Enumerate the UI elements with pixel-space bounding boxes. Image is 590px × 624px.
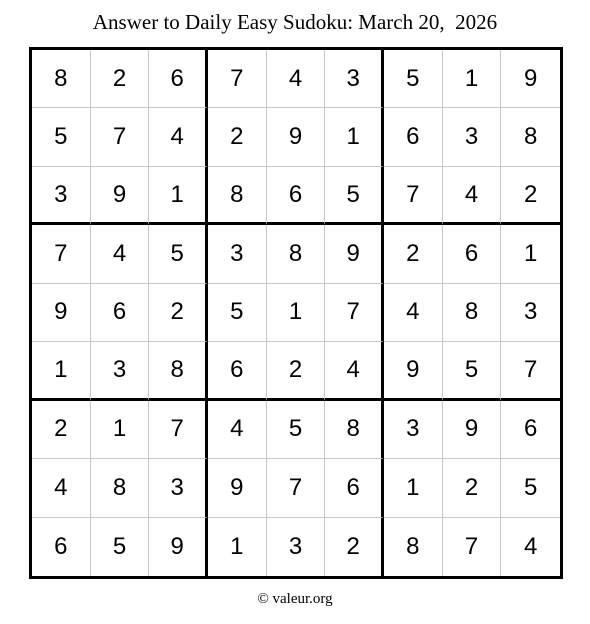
sudoku-cell: 3 — [208, 225, 267, 283]
sudoku-cell: 2 — [384, 225, 443, 283]
sudoku-cell: 6 — [267, 167, 326, 225]
sudoku-cell: 6 — [501, 401, 560, 459]
sudoku-cell: 2 — [443, 459, 502, 517]
sudoku-cell: 2 — [267, 342, 326, 400]
sudoku-cell: 1 — [91, 401, 150, 459]
sudoku-cell: 9 — [267, 108, 326, 166]
sudoku-cell: 5 — [208, 284, 267, 342]
sudoku-cell: 1 — [32, 342, 91, 400]
sudoku-cell: 9 — [32, 284, 91, 342]
sudoku-cell: 5 — [267, 401, 326, 459]
sudoku-cell: 9 — [501, 50, 560, 108]
sudoku-cell: 9 — [384, 342, 443, 400]
sudoku-cell: 1 — [149, 167, 208, 225]
sudoku-cell: 5 — [501, 459, 560, 517]
sudoku-cell: 1 — [384, 459, 443, 517]
sudoku-board — [29, 47, 563, 579]
sudoku-cell: 6 — [91, 284, 150, 342]
sudoku-cell: 9 — [325, 225, 384, 283]
sudoku-cell: 6 — [32, 518, 91, 576]
sudoku-cell: 5 — [443, 342, 502, 400]
sudoku-cell: 4 — [443, 167, 502, 225]
sudoku-cell: 5 — [325, 167, 384, 225]
sudoku-cell: 8 — [149, 342, 208, 400]
sudoku-cell: 1 — [325, 108, 384, 166]
sudoku-cell: 5 — [32, 108, 91, 166]
sudoku-cell: 5 — [149, 225, 208, 283]
sudoku-cell: 6 — [443, 225, 502, 283]
page-title: Answer to Daily Easy Sudoku: March 20, 2026 — [92, 10, 498, 34]
sudoku-cell: 8 — [267, 225, 326, 283]
sudoku-cell: 8 — [91, 459, 150, 517]
sudoku-cell: 3 — [91, 342, 150, 400]
copyright-footer: © valeur.org — [257, 591, 333, 607]
sudoku-cell: 8 — [325, 401, 384, 459]
sudoku-cell: 6 — [149, 50, 208, 108]
sudoku-cell: 1 — [501, 225, 560, 283]
sudoku-cell: 8 — [501, 108, 560, 166]
sudoku-cell: 8 — [443, 284, 502, 342]
sudoku-cell: 2 — [149, 284, 208, 342]
sudoku-cell: 7 — [501, 342, 560, 400]
sudoku-cell: 7 — [267, 459, 326, 517]
sudoku-cell: 7 — [443, 518, 502, 576]
sudoku-cell: 2 — [208, 108, 267, 166]
sudoku-cell: 5 — [384, 50, 443, 108]
sudoku-cell: 1 — [267, 284, 326, 342]
sudoku-cell: 3 — [384, 401, 443, 459]
sudoku-cell: 9 — [149, 518, 208, 576]
sudoku-cell: 7 — [325, 284, 384, 342]
sudoku-cell: 2 — [325, 518, 384, 576]
sudoku-cell: 2 — [32, 401, 91, 459]
sudoku-cell: 3 — [32, 167, 91, 225]
sudoku-cell: 9 — [91, 167, 150, 225]
sudoku-cell: 3 — [325, 50, 384, 108]
sudoku-cell: 7 — [149, 401, 208, 459]
sudoku-cell: 1 — [208, 518, 267, 576]
sudoku-cell: 2 — [501, 167, 560, 225]
sudoku-cell: 8 — [32, 50, 91, 108]
sudoku-cell: 9 — [443, 401, 502, 459]
sudoku-cell: 8 — [208, 167, 267, 225]
sudoku-cell: 7 — [32, 225, 91, 283]
sudoku-cell: 4 — [384, 284, 443, 342]
sudoku-cell: 4 — [32, 459, 91, 517]
sudoku-cell: 9 — [208, 459, 267, 517]
sudoku-cell: 4 — [325, 342, 384, 400]
sudoku-cell: 7 — [384, 167, 443, 225]
sudoku-cell: 3 — [501, 284, 560, 342]
sudoku-cell: 4 — [149, 108, 208, 166]
sudoku-cell: 1 — [443, 50, 502, 108]
sudoku-cell: 4 — [523, 532, 538, 560]
sudoku-cell: 4 — [208, 401, 267, 459]
sudoku-cell: 4 — [267, 50, 326, 108]
sudoku-cell: 3 — [267, 518, 326, 576]
sudoku-cell: 3 — [149, 459, 208, 517]
sudoku-cell: 6 — [208, 342, 267, 400]
sudoku-cell: 2 — [91, 50, 150, 108]
sudoku-cell: 5 — [91, 518, 150, 576]
sudoku-cell: 4 — [91, 225, 150, 283]
sudoku-cell: 8 — [384, 518, 443, 576]
sudoku-cell: 6 — [384, 108, 443, 166]
sudoku-cell: 7 — [208, 50, 267, 108]
sudoku-cell: 3 — [443, 108, 502, 166]
sudoku-cell: 6 — [325, 459, 384, 517]
sudoku-cell: 7 — [91, 108, 150, 166]
